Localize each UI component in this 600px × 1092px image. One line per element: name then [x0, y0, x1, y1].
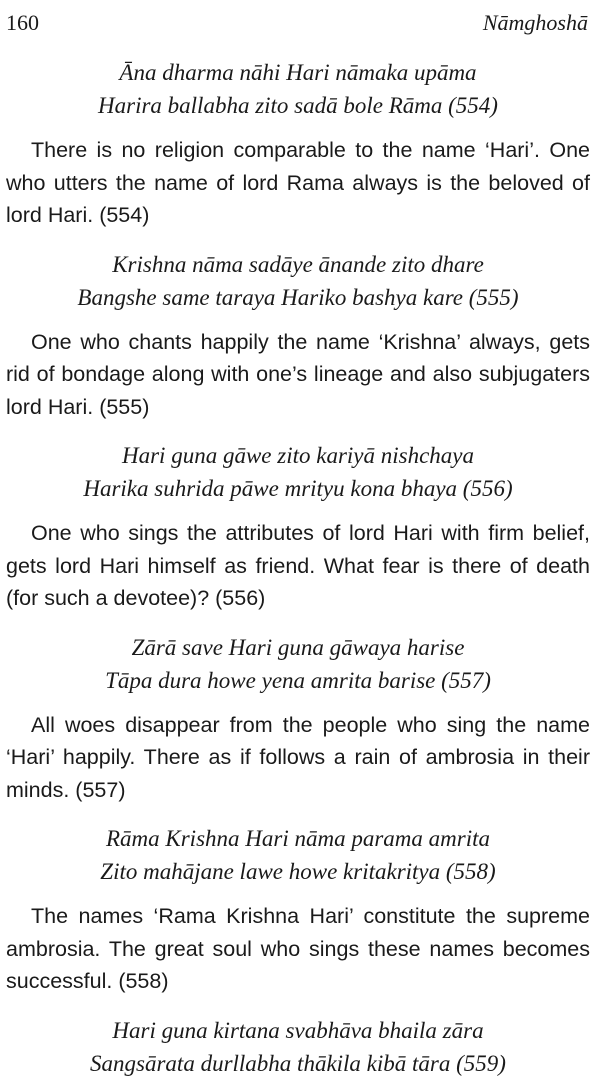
verse-556 [6, 439, 590, 505]
verse-559 [6, 1014, 590, 1080]
verse-line: Bangshe same taraya Hariko bashya kare (555) [77, 284, 519, 310]
verse-line: Harika suhrida pāwe mrityu kona bhaya (556) [83, 476, 513, 501]
verse-line: Sangsārata durllabha thākila kibā tāra (559) [90, 1050, 506, 1076]
verse-line: Hari guna kirtana svabhāva bhaila zāra [112, 1017, 484, 1043]
verse-557 [6, 631, 590, 697]
translation-558: The names ‘Rama Krishna Hari’ constitute the supreme ambrosia. The great soul who sings these names becomes successful. (558) [6, 904, 590, 993]
verse-554 [6, 56, 590, 122]
verse-line: Āna dharma nāhi Hari nāmaka upāma [119, 60, 477, 85]
verse-line: Rāma Krishna Hari nāma parama amrita [105, 826, 490, 851]
translation-555: One who chants happily the name ‘Krishna’ always, gets rid of bondage along with one’s lineage and also subjugaters lord Hari. (555) [6, 329, 590, 419]
verse-line: Krishna nāma sadāye ānande zito dhare [112, 251, 484, 277]
verse-line: Hari guna gāwe zito kariyā nishchaya [122, 443, 474, 468]
verse-558 [6, 822, 590, 888]
page-header [6, 8, 588, 38]
translation-556: One who sings the attributes of lord Hari with firm belief, gets lord Hari himself as friend. What fear is there of death (for such a devotee)? (556) [6, 521, 590, 610]
verse-line: Harira ballabha zito sadā bole Rāma (554) [98, 93, 498, 118]
running-title: Nāmghoshā [482, 10, 588, 35]
verse-line: Tāpa dura howe yena amrita barise (557) [105, 667, 491, 693]
page-number: 160 [6, 10, 39, 35]
page-content [6, 56, 590, 1092]
verse-555 [6, 248, 590, 314]
verse-line: Zito mahājane lawe howe kritakritya (558) [100, 859, 496, 884]
translation-557: All woes disappear from the people who sing the name ‘Hari’ happily. There as if follows a rain of ambrosia in their minds. (557) [6, 712, 590, 802]
verse-line: Zārā save Hari guna gāwaya harise [131, 634, 465, 660]
translation-554: There is no religion comparable to the name ‘Hari’. One who utters the name of lord Rama always is the beloved of lord Hari. (554) [6, 138, 590, 227]
